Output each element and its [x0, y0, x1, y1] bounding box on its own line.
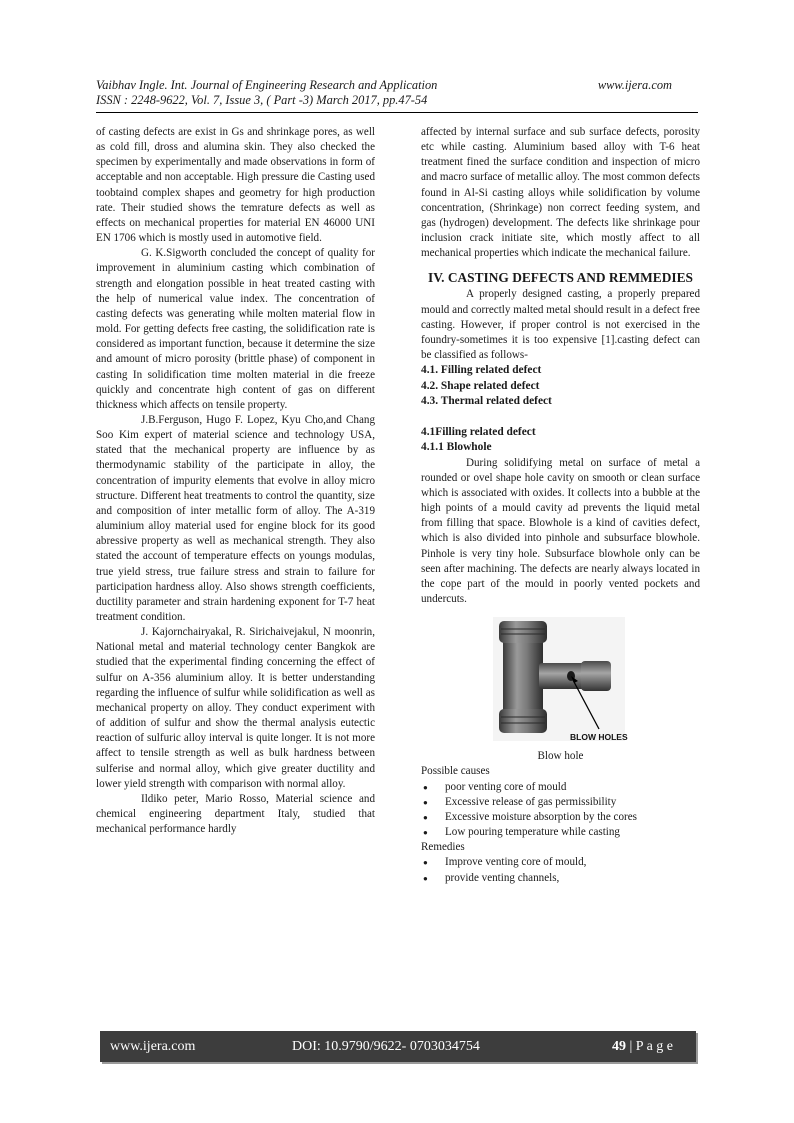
figure-label: BLOW HOLES — [570, 732, 628, 743]
paragraph: During solidifying metal on surface of metal a rounded or ovel shape hole cavity on smooth or clean surface which is associated with oxides. It collects into a bubble at the high points of a mould cavity ad prevents the liquid metal from filling that space. Blowhole is a kind of cavities defect, which is also divided into pinhole and subsurface blowhole. Pinhole is very tiny hole. Subsurface blowhole only can be seen after machining. The defects are nearly always located in the cope part of the mould in poorly vented pockets and undercuts. — [421, 456, 700, 606]
paragraph: J. Kajornchairyakal, R. Sirichaivejakul, N moonrin, National metal and material technology center Bangkok are studied that the experimental finding concerning the effect of sulfur on A-356 aluminium alloy. It is better understanding regarding the influence of sulfur while solidification as well as mechanical property on alloy. They conduct experiment with of addition of sulfur and show the thermal analysis eutectic reaction of sulfuric alloy interval is quite longer. It is not more affect to tensile strength as well as bulk hardness between sulferise and normal alloy, which give greater ductility and lower yield strength with comparison with normal alloy. — [96, 626, 375, 790]
defect-type-item: 4.3. Thermal related defect — [421, 395, 552, 408]
journal-website[interactable]: www.ijera.com — [597, 78, 672, 92]
casting-photo — [421, 617, 700, 747]
paragraph: of casting defects are exist in Gs and shrinkage pores, as well as cold fill, dross and alumina skin. They also checked the specimen by experimentally and made observations in form of acceptable and non acceptable. High pressure die Casting used toobtaind complex shapes and geometry for high production rate. Their studied shows the temrature defects as well as effects on mechanical properties for material EN 46000 UNI EN 1706 which is mostly used in automotive field. — [96, 126, 375, 245]
list-item: ● Excessive moisture absorption by the cores — [421, 810, 700, 825]
list-item: ● Improve venting core of mould, — [421, 855, 700, 870]
journal-citation: Vaibhav Ingle. Int. Journal of Engineering Research and Application — [96, 78, 438, 92]
defect-type-item: 4.1. Filling related defect — [421, 364, 542, 377]
list-item: ● provide venting channels, — [421, 871, 700, 886]
list-item: ● Excessive release of gas permissibility — [421, 795, 700, 810]
defect-type-item: 4.2. Shape related defect — [421, 379, 540, 392]
paragraph: A properly designed casting, a properly prepared mould and correctly malted metal should result in a defect free casting. However, if proper control is not exercised in the foundry-sometimes it is too expensive [1].casting defect can be classified as follows- — [421, 288, 700, 362]
paragraph: affected by internal surface and sub surface defects, porosity etc while casting. Aluminium based alloy with T-6 heat treatment fined the surface condition and inspection of micro and macro surface of metallic alloy. The most common defects found in Al-Si casting alloys while solidification by volume concentration, (Shrinkage) non correct feeding system, and gas (hydrogen) development. The defects like shrinkage pour inclusion crack initiate site, which mostly affect to all mechanical properties which indicate the mechanical failure. — [421, 126, 700, 260]
issn-line: ISSN : 2248-9622, Vol. 7, Issue 3, ( Part -3) March 2017, pp.47-54 — [96, 93, 428, 107]
subsubsection-heading: 4.1.1 Blowhole — [421, 441, 492, 454]
list-item: ● Low pouring temperature while casting — [421, 825, 700, 840]
paragraph: G. K.Sigworth concluded the concept of quality for improvement in aluminium casting which combination of strength and elongation possible in heat treated casting with the help of numerical value index. The concentration of casting defects was generating while molten material flow in mold. For getting defects free casting, the solidification rate is considered as important function, because it determine the size and amount of micro porosity (brittle phase) of component in casting In solidification time molten material in die freeze quickly and concentrate high content of gas on different thickness which affects on tensile property. — [96, 247, 375, 411]
right-column — [421, 125, 700, 886]
page-label: | P a g e — [629, 1039, 673, 1054]
remedies-heading: Remedies — [421, 841, 465, 854]
paragraph: Ildiko peter, Mario Rosso, Material science and chemical engineering department Italy, studied that mechanical performance hardly — [96, 792, 375, 836]
list-item: ● poor venting core of mould — [421, 780, 700, 795]
section-heading: IV. CASTING DEFECTS AND REMMEDIES — [427, 270, 693, 286]
running-header — [96, 78, 696, 108]
header-divider — [96, 112, 698, 113]
footer-website[interactable]: www.ijera.com — [110, 1039, 196, 1054]
remedies-list — [421, 855, 700, 885]
page-footer — [100, 1031, 696, 1062]
subsection-heading: 4.1Filling related defect — [421, 425, 536, 438]
page-number: 49 — [612, 1039, 626, 1054]
left-column — [96, 125, 375, 837]
causes-list — [421, 780, 700, 841]
footer-doi[interactable]: DOI: 10.9790/9622- 0703034754 — [292, 1039, 480, 1054]
causes-heading: Possible causes — [421, 765, 490, 778]
paragraph: J.B.Ferguson, Hugo F. Lopez, Kyu Cho,and Chang Soo Kim expert of material science and technology USA, stated that the mechanical property are influence by as thermodynamic stability of the participate in alloy, the concentration of impurity elements that evolve in alloy micro structure. Different heat treatments to control the quantity, size and composition of inter metallic form of alloy. The A-319 aluminium alloy material used for engine block for its good abressive property as well as mechanical strength. They also stated the account of temperature effects on youngs modulas, true yield stress, true failure stress and strain to failure for participation hardness alloy. Also shows strength coefficients, ductility parameter and strain hardening exponent for T-7 heat treatment condition. — [96, 413, 375, 623]
figure-caption: Blow hole — [537, 750, 584, 763]
blowhole-figure — [421, 617, 700, 747]
